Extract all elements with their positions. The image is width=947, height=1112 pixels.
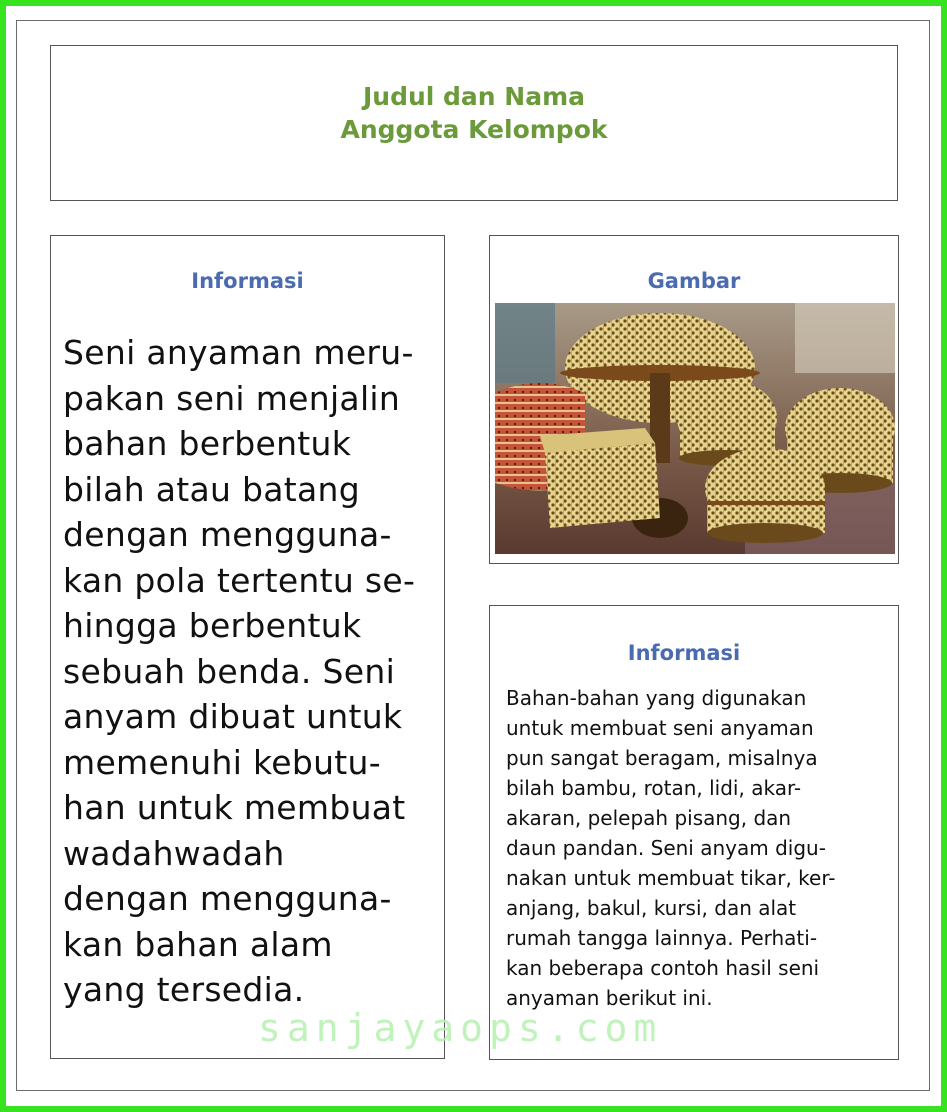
title-box <box>50 45 898 201</box>
watermark: sanjayaops.com <box>258 1006 663 1050</box>
info-heading-right: Informasi <box>627 641 741 665</box>
info-heading-left: Informasi <box>191 269 304 293</box>
info-body-left: Seni anyaman meru- pakan seni menjalin bahan berbentuk bilah atau batang dengan mengguna- kan pola tertentu se- hingga berbentuk sebuah benda. Seni anyam dibuat untuk memenuhi kebutu- han untuk membuat wadahwadah dengan mengguna- kan bahan alam yang tersedia. <box>63 333 416 1009</box>
baskets-illustration <box>495 303 895 554</box>
page-title: Judul dan Nama Anggota Kelompok <box>340 82 608 144</box>
info-body-right: Bahan-bahan yang digunakan untuk membuat seni anyaman pun sangat beragam, misalnya bilah bambu, rotan, lidi, akar- akaran, pelepah pisang, dan daun pandan. Seni anyam digu- nakan untuk membuat tikar, ker- anjang, bakul, kursi, dan alat rumah tangga lainnya. Perhati- kan beberapa contoh hasil seni anyaman berikut ini. <box>506 686 836 1010</box>
picture-heading: Gambar <box>647 269 741 293</box>
woven-baskets-photo <box>495 303 895 554</box>
info-panel-left <box>50 235 445 1059</box>
info-panel-right <box>489 605 899 1060</box>
picture-panel <box>489 235 899 564</box>
